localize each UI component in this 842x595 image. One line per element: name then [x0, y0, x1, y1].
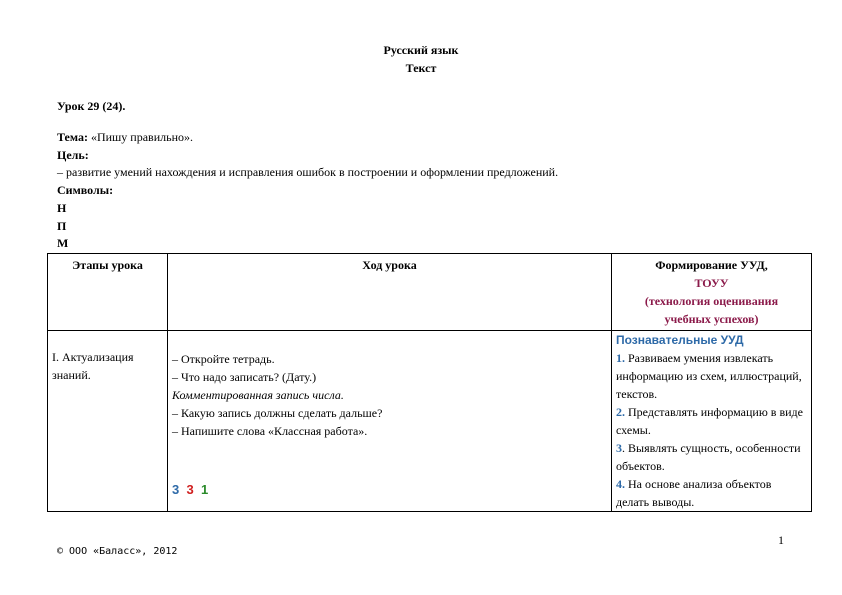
step-what-to-write: – Что надо записать? (Дату.)	[172, 370, 317, 384]
lesson-theme	[57, 130, 193, 145]
header-uud-line4: учебных успехов)	[664, 312, 759, 326]
uud-item: 1. Развиваем умения извлекать информацию из схем, иллюстраций, текстов.	[616, 351, 802, 401]
doc-subject: Русский язык	[383, 43, 459, 57]
doc-topic: Текст	[405, 61, 437, 75]
step-write-words: – Напишите слова «Классная работа».	[172, 424, 368, 438]
uud-item: 4. На основе анализа объектов делать выводы.	[616, 477, 772, 509]
page-number: 1	[778, 533, 784, 547]
digit-green: 1	[200, 482, 209, 497]
theme-label: Тема:	[57, 130, 88, 144]
lesson-table	[47, 253, 812, 512]
digit-red: 3	[186, 482, 194, 497]
header-uud-line3: (технология оценивания	[644, 294, 779, 308]
table-row	[48, 331, 812, 512]
symbol-n: Н	[57, 201, 67, 215]
uud-title: Познавательные УУД	[616, 333, 744, 347]
course-cell	[168, 331, 612, 512]
step-next-record: – Какую запись должны сделать дальше?	[172, 406, 383, 420]
symbols-label: Символы:	[57, 183, 114, 197]
digit-blue: 3	[172, 482, 180, 497]
step-commented-date: Комментированная запись числа.	[172, 388, 344, 402]
header-uud	[612, 254, 812, 331]
header-stages: Этапы урока	[48, 254, 168, 331]
table-header-row	[48, 254, 812, 331]
theme-value: «Пишу правильно».	[87, 130, 194, 144]
goal-text: – развитие умений нахождения и исправления ошибок в построении и оформлении предложений.	[57, 165, 559, 179]
step-open-notebook: – Откройте тетрадь.	[172, 352, 275, 366]
header-course: Ход урока	[168, 254, 612, 331]
symbol-m: М	[57, 236, 69, 250]
colored-digits	[172, 481, 607, 499]
symbol-p: П	[57, 219, 67, 233]
uud-item: 2. Представлять информацию в виде схемы.	[616, 405, 803, 437]
stage-cell: I. Актуализация знаний.	[48, 331, 168, 512]
header-uud-line1: Формирование УУД,	[655, 258, 768, 272]
uud-item: 3. Выявлять сущность, особенности объектов.	[616, 441, 801, 473]
copyright: © ООО «Баласс», 2012	[57, 546, 178, 557]
goal-label: Цель:	[57, 148, 89, 162]
lesson-number: Урок 29 (24).	[57, 99, 126, 113]
header-uud-touu: ТОУУ	[694, 276, 729, 290]
uud-cell	[612, 331, 812, 512]
